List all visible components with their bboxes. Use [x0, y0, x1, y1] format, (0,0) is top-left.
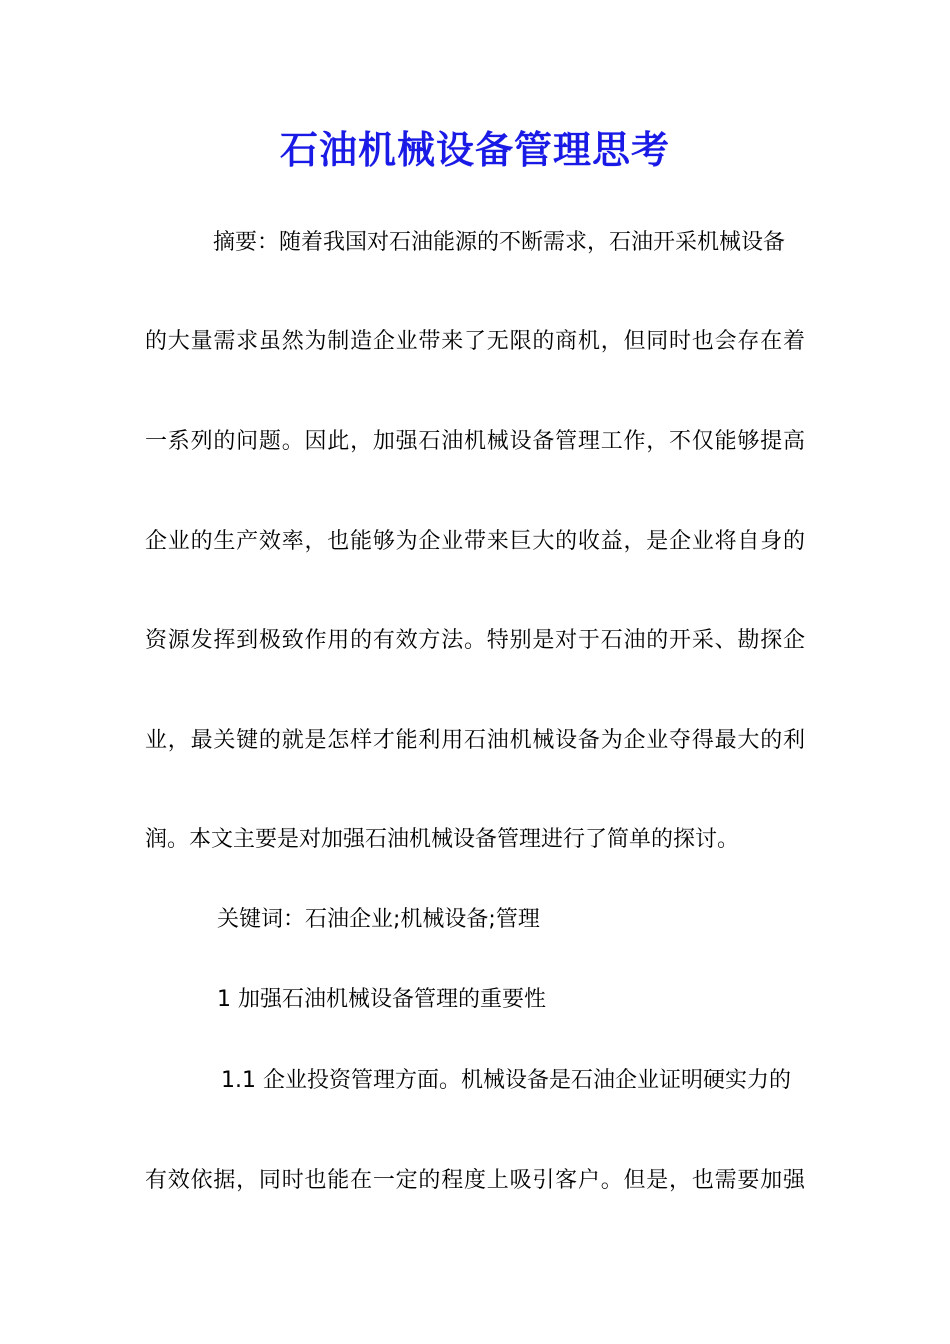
abstract-line-1: 摘要：随着我国对石油能源的不断需求，石油开采机械设备 — [213, 230, 786, 255]
document-title: 石油机械设备管理思考 — [279, 127, 670, 172]
abstract-line-5: 资源发挥到极致作用的有效方法。特别是对于石油的开采、勘探企 — [145, 628, 805, 653]
section-heading: 1 加强石油机械设备管理的重要性 — [217, 987, 546, 1012]
keywords-line: 关键词：石油企业;机械设备;管理 — [217, 907, 540, 932]
abstract-line-6: 业，最关键的就是怎样才能利用石油机械设备为企业夺得最大的利 — [145, 728, 805, 753]
abstract-line-2: 的大量需求虽然为制造企业带来了无限的商机，但同时也会存在着 — [145, 329, 805, 354]
abstract-line-7: 润。本文主要是对加强石油机械设备管理进行了简单的探讨。 — [145, 827, 740, 852]
abstract-line-3: 一系列的问题。因此，加强石油机械设备管理工作，不仅能够提高 — [145, 429, 805, 454]
section-line-1: 1.1 企业投资管理方面。机械设备是石油企业证明硬实力的 — [221, 1068, 791, 1093]
abstract-line-4: 企业的生产效率，也能够为企业带来巨大的收益，是企业将自身的 — [145, 529, 805, 554]
section-line-2: 有效依据，同时也能在一定的程度上吸引客户。但是，也需要加强 — [145, 1168, 805, 1193]
